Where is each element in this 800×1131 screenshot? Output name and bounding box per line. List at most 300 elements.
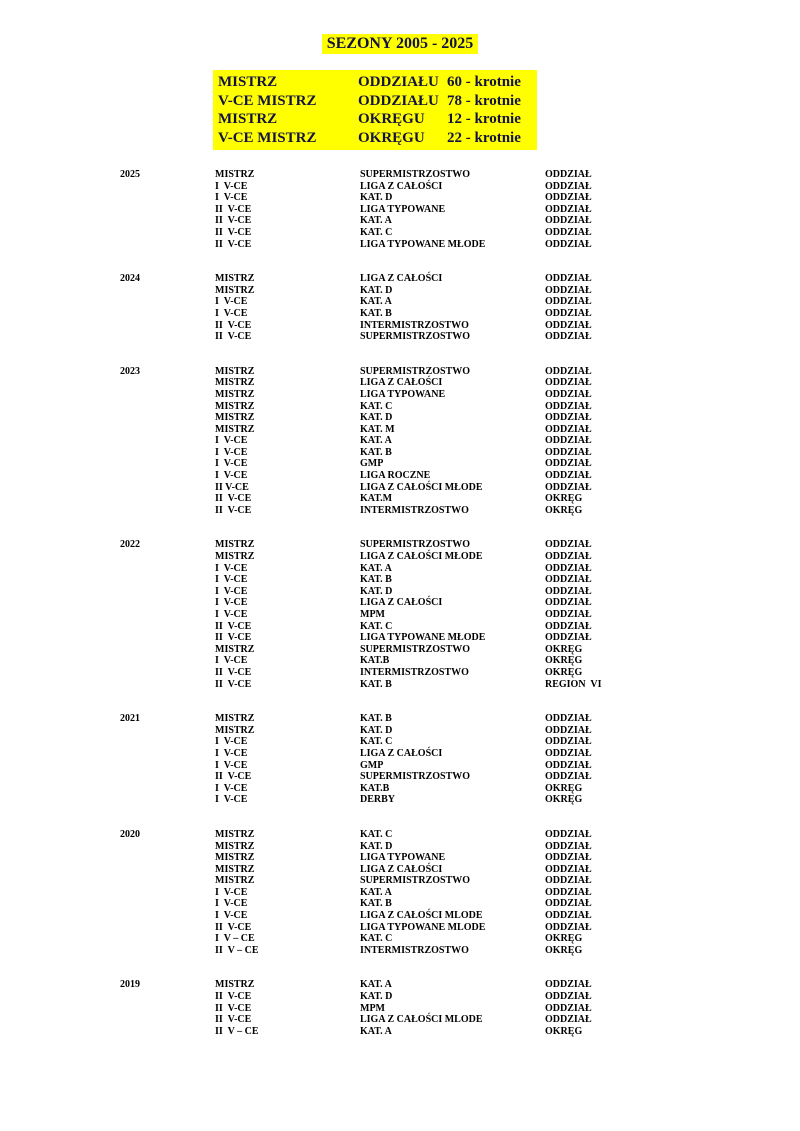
level-cell: ODDZIAŁ xyxy=(545,435,592,447)
rank-cell: I V-CE xyxy=(215,886,248,898)
level-cell: ODDZIAŁ xyxy=(545,446,592,458)
rank-cell: MISTRZ xyxy=(215,875,255,887)
rank-cell: I V-CE xyxy=(215,609,248,620)
year-cell xyxy=(120,632,215,644)
table-row xyxy=(120,748,800,760)
rank-cell: MISTRZ xyxy=(215,284,255,296)
competition-cell: KAT. D xyxy=(360,284,393,296)
rank-cell: I V-CE xyxy=(215,759,248,771)
table-row xyxy=(120,597,800,609)
competition-cell: LIGA TYPOWANE xyxy=(360,388,446,400)
level-cell: OKRĘG xyxy=(545,493,583,505)
year-cell xyxy=(120,412,215,424)
table-row xyxy=(120,655,800,667)
rank-cell: I V-CE xyxy=(215,898,248,910)
summary-row xyxy=(218,129,537,148)
level-cell: ODDZIAŁ xyxy=(545,620,592,632)
year-cell xyxy=(120,227,215,239)
year-cell: 2021 xyxy=(120,713,140,725)
competition-cell: KAT. A xyxy=(360,296,392,308)
table-row xyxy=(120,412,800,424)
competition-cell: INTERMISTRZOSTWO xyxy=(360,666,469,678)
rank-cell: I V-CE xyxy=(215,307,248,319)
competition-cell: KAT. A xyxy=(360,215,392,227)
table-row xyxy=(120,366,800,378)
table-row xyxy=(120,609,800,621)
table-row xyxy=(120,679,800,691)
table-row xyxy=(120,736,800,748)
year-cell xyxy=(120,215,215,227)
year-cell xyxy=(120,493,215,505)
level-cell: ODDZIAŁ xyxy=(545,388,592,400)
rank-cell: II V-CE xyxy=(215,481,249,493)
level-cell: ODDZIAŁ xyxy=(545,412,592,424)
year-cell xyxy=(120,655,215,667)
competition-cell: KAT. D xyxy=(360,585,393,597)
rank-cell: II V-CE xyxy=(215,331,252,343)
table-row xyxy=(120,447,800,459)
competition-cell: INTERMISTRZOSTWO xyxy=(360,504,469,516)
level-cell: OKRĘG xyxy=(545,782,583,794)
level-cell: ODDZIAŁ xyxy=(545,910,592,922)
level-cell: ODDZIAŁ xyxy=(545,307,592,319)
table-row xyxy=(120,215,800,227)
table-row xyxy=(120,922,800,934)
table-row xyxy=(120,551,800,563)
level-cell: ODDZIAŁ xyxy=(545,458,592,470)
year-cell xyxy=(120,644,215,656)
rank-cell: II V-CE xyxy=(215,991,252,1003)
rank-cell: I V-CE xyxy=(215,747,248,759)
year-cell xyxy=(120,841,215,853)
level-cell: ODDZIAŁ xyxy=(545,169,592,180)
table-row xyxy=(120,991,800,1003)
rank-cell: MISTRZ xyxy=(215,377,255,389)
year-cell xyxy=(120,192,215,204)
competition-cell: LIGA ROCZNE xyxy=(360,470,431,482)
rank-cell: II V-CE xyxy=(215,620,252,632)
year-cell xyxy=(120,482,215,494)
table-row xyxy=(120,713,800,725)
rank-cell: II V-CE xyxy=(215,238,252,250)
rank-cell: II V – CE xyxy=(215,944,259,956)
year-cell: 2023 xyxy=(120,365,140,377)
table-row xyxy=(120,320,800,332)
table-row xyxy=(120,979,800,991)
season-section xyxy=(0,273,800,343)
competition-cell: LIGA TYPOWANE MŁODE xyxy=(360,632,486,644)
table-row xyxy=(120,771,800,783)
level-cell: ODDZIAŁ xyxy=(545,539,592,551)
table-row xyxy=(120,181,800,193)
rank-cell: II V-CE xyxy=(215,215,252,227)
year-cell xyxy=(120,621,215,633)
level-cell: ODDZIAŁ xyxy=(545,481,592,493)
competition-cell: LIGA Z CAŁOŚCI xyxy=(360,273,443,285)
level-cell: ODDZIAŁ xyxy=(545,724,592,736)
rank-cell: II V-CE xyxy=(215,493,252,505)
competition-cell: SUPERMISTRZOSTWO xyxy=(360,643,471,655)
summary-row xyxy=(218,92,537,111)
rank-cell: I V – CE xyxy=(215,933,255,945)
rank-cell: I V-CE xyxy=(215,180,248,192)
level-cell: ODDZIAŁ xyxy=(545,852,592,864)
level-cell: OKRĘG xyxy=(545,933,583,945)
level-cell: OKRĘG xyxy=(545,666,583,678)
rank-cell: MISTRZ xyxy=(215,365,255,377)
competition-cell: KAT. B xyxy=(360,446,392,458)
table-row xyxy=(120,887,800,899)
table-row xyxy=(120,875,800,887)
year-cell xyxy=(120,435,215,447)
year-cell xyxy=(120,679,215,691)
rank-cell: I V-CE xyxy=(215,910,248,922)
level-cell: ODDZIAŁ xyxy=(545,423,592,435)
year-cell xyxy=(120,1014,215,1026)
competition-cell: SUPERMISTRZOSTWO xyxy=(360,539,471,551)
summary-count: 78 - krotnie xyxy=(447,92,521,109)
competition-cell: KAT. C xyxy=(360,226,393,238)
season-section xyxy=(0,169,800,250)
season-section xyxy=(0,539,800,690)
table-row xyxy=(120,273,800,285)
level-cell: ODDZIAŁ xyxy=(545,921,592,933)
year-cell xyxy=(120,320,215,332)
competition-cell: KAT. C xyxy=(360,620,393,632)
table-row xyxy=(120,945,800,957)
rank-cell: MISTRZ xyxy=(215,388,255,400)
table-row xyxy=(120,505,800,517)
season-section xyxy=(0,829,800,957)
year-cell xyxy=(120,945,215,957)
level-cell: ODDZIAŁ xyxy=(545,863,592,875)
level-cell: ODDZIAŁ xyxy=(545,597,592,609)
competition-cell: KAT.B xyxy=(360,655,390,667)
summary-scope: OKRĘGU xyxy=(358,129,425,146)
summary-title: V-CE MISTRZ xyxy=(218,129,317,146)
year-cell xyxy=(120,667,215,679)
level-cell: ODDZIAŁ xyxy=(545,192,592,204)
year-cell: 2019 xyxy=(120,979,140,991)
level-cell: ODDZIAŁ xyxy=(545,736,592,748)
table-row xyxy=(120,829,800,841)
level-cell: ODDZIAŁ xyxy=(545,713,592,725)
year-cell xyxy=(120,239,215,251)
year-cell xyxy=(120,458,215,470)
competition-cell: SUPERMISTRZOSTWO xyxy=(360,365,471,377)
rank-cell: MISTRZ xyxy=(215,551,255,563)
year-cell xyxy=(120,771,215,783)
year-cell xyxy=(120,551,215,563)
year-cell: 2025 xyxy=(120,169,140,180)
competition-cell: INTERMISTRZOSTWO xyxy=(360,319,469,331)
table-row xyxy=(120,470,800,482)
level-cell: OKRĘG xyxy=(545,1025,583,1037)
competition-cell: KAT.M xyxy=(360,493,393,505)
year-cell xyxy=(120,447,215,459)
season-section xyxy=(0,366,800,517)
level-cell: ODDZIAŁ xyxy=(545,215,592,227)
year-cell xyxy=(120,204,215,216)
season-section xyxy=(0,979,800,1037)
table-row xyxy=(120,331,800,343)
year-cell xyxy=(120,910,215,922)
table-row xyxy=(120,632,800,644)
summary-scope: ODDZIAŁU xyxy=(358,92,439,109)
table-row xyxy=(120,760,800,772)
table-row xyxy=(120,621,800,633)
competition-cell: LIGA Z CAŁOŚCI MLODE xyxy=(360,910,483,922)
level-cell: ODDZIAŁ xyxy=(545,377,592,389)
competition-cell: LIGA Z CAŁOŚCI MLODE xyxy=(360,1014,483,1026)
rank-cell: II V-CE xyxy=(215,678,252,690)
table-row xyxy=(120,644,800,656)
level-cell: OKRĘG xyxy=(545,655,583,667)
rank-cell: I V-CE xyxy=(215,782,248,794)
competition-cell: LIGA Z CAŁOŚCI xyxy=(360,597,443,609)
level-cell: ODDZIAŁ xyxy=(545,273,592,285)
table-row xyxy=(120,864,800,876)
year-cell xyxy=(120,296,215,308)
rank-cell: II V-CE xyxy=(215,771,252,783)
level-cell: ODDZIAŁ xyxy=(545,562,592,574)
competition-cell: DERBY xyxy=(360,794,396,806)
rank-cell: II V-CE xyxy=(215,1014,252,1026)
level-cell: ODDZIAŁ xyxy=(545,585,592,597)
rank-cell: I V-CE xyxy=(215,435,248,447)
summary-count: 12 - krotnie xyxy=(447,111,521,127)
year-cell xyxy=(120,748,215,760)
table-row xyxy=(120,563,800,575)
rank-cell: I V-CE xyxy=(215,562,248,574)
rank-cell: I V-CE xyxy=(215,574,248,586)
competition-cell: KAT. C xyxy=(360,933,393,945)
table-row xyxy=(120,424,800,436)
year-cell xyxy=(120,574,215,586)
level-cell: ODDZIAŁ xyxy=(545,1014,592,1026)
year-cell xyxy=(120,181,215,193)
table-row xyxy=(120,852,800,864)
level-cell: ODDZIAŁ xyxy=(545,609,592,620)
rank-cell: II V-CE xyxy=(215,921,252,933)
level-cell: ODDZIAŁ xyxy=(545,319,592,331)
year-cell xyxy=(120,424,215,436)
level-cell: ODDZIAŁ xyxy=(545,574,592,586)
level-cell: ODDZIAŁ xyxy=(545,331,592,343)
year-cell xyxy=(120,470,215,482)
competition-cell: KAT. A xyxy=(360,435,392,447)
rank-cell: II V-CE xyxy=(215,504,252,516)
summary-row xyxy=(218,110,537,129)
level-cell: ODDZIAŁ xyxy=(545,203,592,215)
competition-cell: KAT. M xyxy=(360,423,395,435)
table-row xyxy=(120,227,800,239)
competition-cell: KAT. A xyxy=(360,886,392,898)
rank-cell: MISTRZ xyxy=(215,863,255,875)
table-row xyxy=(120,933,800,945)
level-cell: ODDZIAŁ xyxy=(545,180,592,192)
year-cell xyxy=(120,783,215,795)
summary-scope: ODDZIAŁU xyxy=(358,74,439,90)
competition-cell: LIGA TYPOWANE MLODE xyxy=(360,921,486,933)
competition-cell: SUPERMISTRZOSTWO xyxy=(360,169,471,180)
year-cell xyxy=(120,852,215,864)
competition-cell: LIGA TYPOWANE xyxy=(360,852,446,864)
table-row xyxy=(120,239,800,251)
year-cell xyxy=(120,864,215,876)
competition-cell: KAT. B xyxy=(360,898,392,910)
year-cell xyxy=(120,736,215,748)
competition-cell: SUPERMISTRZOSTWO xyxy=(360,771,471,783)
competition-cell: KAT. D xyxy=(360,840,393,852)
year-cell: 2022 xyxy=(120,539,140,551)
competition-cell: LIGA Z CAŁOŚCI xyxy=(360,377,443,389)
year-cell xyxy=(120,875,215,887)
table-row xyxy=(120,308,800,320)
competition-cell: KAT. C xyxy=(360,400,393,412)
rank-cell: MISTRZ xyxy=(215,400,255,412)
rank-cell: II V-CE xyxy=(215,666,252,678)
year-cell xyxy=(120,933,215,945)
competition-cell: LIGA TYPOWANE xyxy=(360,203,446,215)
level-cell: ODDZIAŁ xyxy=(545,771,592,783)
summary-title: MISTRZ xyxy=(218,111,278,127)
year-cell xyxy=(120,597,215,609)
level-cell: ODDZIAŁ xyxy=(545,898,592,910)
year-cell xyxy=(120,331,215,343)
rank-cell: MISTRZ xyxy=(215,539,255,551)
table-row xyxy=(120,389,800,401)
competition-cell: KAT. D xyxy=(360,991,393,1003)
table-row xyxy=(120,898,800,910)
year-cell xyxy=(120,285,215,297)
level-cell: ODDZIAŁ xyxy=(545,551,592,563)
table-row xyxy=(120,574,800,586)
level-cell: ODDZIAŁ xyxy=(545,284,592,296)
year-cell xyxy=(120,898,215,910)
table-row xyxy=(120,377,800,389)
year-cell xyxy=(120,308,215,320)
table-row xyxy=(120,586,800,598)
table-row xyxy=(120,1014,800,1026)
competition-cell: GMP xyxy=(360,458,384,470)
year-cell xyxy=(120,760,215,772)
competition-cell: KAT. C xyxy=(360,828,393,840)
year-cell xyxy=(120,389,215,401)
summary-title: V-CE MISTRZ xyxy=(218,92,317,109)
competition-cell: KAT. A xyxy=(360,562,392,574)
table-row xyxy=(120,1026,800,1038)
table-row xyxy=(120,910,800,922)
competition-cell: INTERMISTRZOSTWO xyxy=(360,944,469,956)
rank-cell: II V-CE xyxy=(215,203,252,215)
summary-table xyxy=(213,70,537,150)
level-cell: ODDZIAŁ xyxy=(545,840,592,852)
year-cell xyxy=(120,586,215,598)
table-row xyxy=(120,667,800,679)
competition-cell: MPM xyxy=(360,609,385,620)
level-cell: ODDZIAŁ xyxy=(545,632,592,644)
summary-scope: OKRĘGU xyxy=(358,111,425,127)
competition-cell: KAT. D xyxy=(360,724,393,736)
year-cell xyxy=(120,377,215,389)
year-cell: 2024 xyxy=(120,273,140,285)
level-cell: ODDZIAŁ xyxy=(545,238,592,250)
competition-cell: MPM xyxy=(360,1002,385,1014)
competition-cell: KAT. A xyxy=(360,979,392,991)
competition-cell: SUPERMISTRZOSTWO xyxy=(360,875,471,887)
competition-cell: LIGA Z CAŁOŚCI xyxy=(360,863,443,875)
rank-cell: I V-CE xyxy=(215,296,248,308)
summary-count: 22 - krotnie xyxy=(447,129,521,146)
competition-cell: KAT. B xyxy=(360,307,392,319)
rank-cell: II V-CE xyxy=(215,632,252,644)
level-cell: ODDZIAŁ xyxy=(545,828,592,840)
rank-cell: I V-CE xyxy=(215,585,248,597)
rank-cell: MISTRZ xyxy=(215,828,255,840)
year-cell xyxy=(120,922,215,934)
season-section xyxy=(0,713,800,806)
competition-cell: LIGA Z CAŁOŚCI xyxy=(360,180,443,192)
rank-cell: MISTRZ xyxy=(215,713,255,725)
competition-cell: LIGA Z CAŁOŚCI xyxy=(360,747,443,759)
year-cell xyxy=(120,505,215,517)
year-cell xyxy=(120,1003,215,1015)
table-row xyxy=(120,783,800,795)
page-title: SEZONY 2005 - 2025 xyxy=(322,34,479,54)
level-cell: ODDZIAŁ xyxy=(545,226,592,238)
rank-cell: MISTRZ xyxy=(215,840,255,852)
rank-cell: I V-CE xyxy=(215,458,248,470)
level-cell: ODDZIAŁ xyxy=(545,470,592,482)
rank-cell: MISTRZ xyxy=(215,724,255,736)
level-cell: ODDZIAŁ xyxy=(545,1002,592,1014)
rank-cell: MISTRZ xyxy=(215,643,255,655)
summary-row xyxy=(218,73,537,92)
level-cell: ODDZIAŁ xyxy=(545,979,592,991)
table-row xyxy=(120,192,800,204)
rank-cell: I V-CE xyxy=(215,470,248,482)
competition-cell: KAT. D xyxy=(360,192,393,204)
year-cell xyxy=(120,563,215,575)
table-row xyxy=(120,539,800,551)
table-row xyxy=(120,493,800,505)
competition-cell: KAT. A xyxy=(360,1025,392,1037)
level-cell: OKRĘG xyxy=(545,944,583,956)
table-row xyxy=(120,725,800,737)
rank-cell: MISTRZ xyxy=(215,169,255,180)
rank-cell: MISTRZ xyxy=(215,979,255,991)
competition-cell: LIGA Z CAŁOŚCI MŁODE xyxy=(360,551,483,563)
year-cell xyxy=(120,609,215,621)
level-cell: ODDZIAŁ xyxy=(545,759,592,771)
level-cell: REGION VI xyxy=(545,678,602,690)
level-cell: OKRĘG xyxy=(545,794,583,806)
level-cell: ODDZIAŁ xyxy=(545,991,592,1003)
year-cell: 2020 xyxy=(120,828,140,840)
competition-cell: KAT. B xyxy=(360,713,392,725)
rank-cell: MISTRZ xyxy=(215,423,255,435)
table-row xyxy=(120,401,800,413)
level-cell: ODDZIAŁ xyxy=(545,365,592,377)
rank-cell: MISTRZ xyxy=(215,852,255,864)
competition-cell: KAT. B xyxy=(360,678,392,690)
year-cell xyxy=(120,1026,215,1038)
rank-cell: II V-CE xyxy=(215,319,252,331)
competition-cell: KAT. B xyxy=(360,574,392,586)
competition-cell: KAT.B xyxy=(360,782,390,794)
rank-cell: MISTRZ xyxy=(215,412,255,424)
